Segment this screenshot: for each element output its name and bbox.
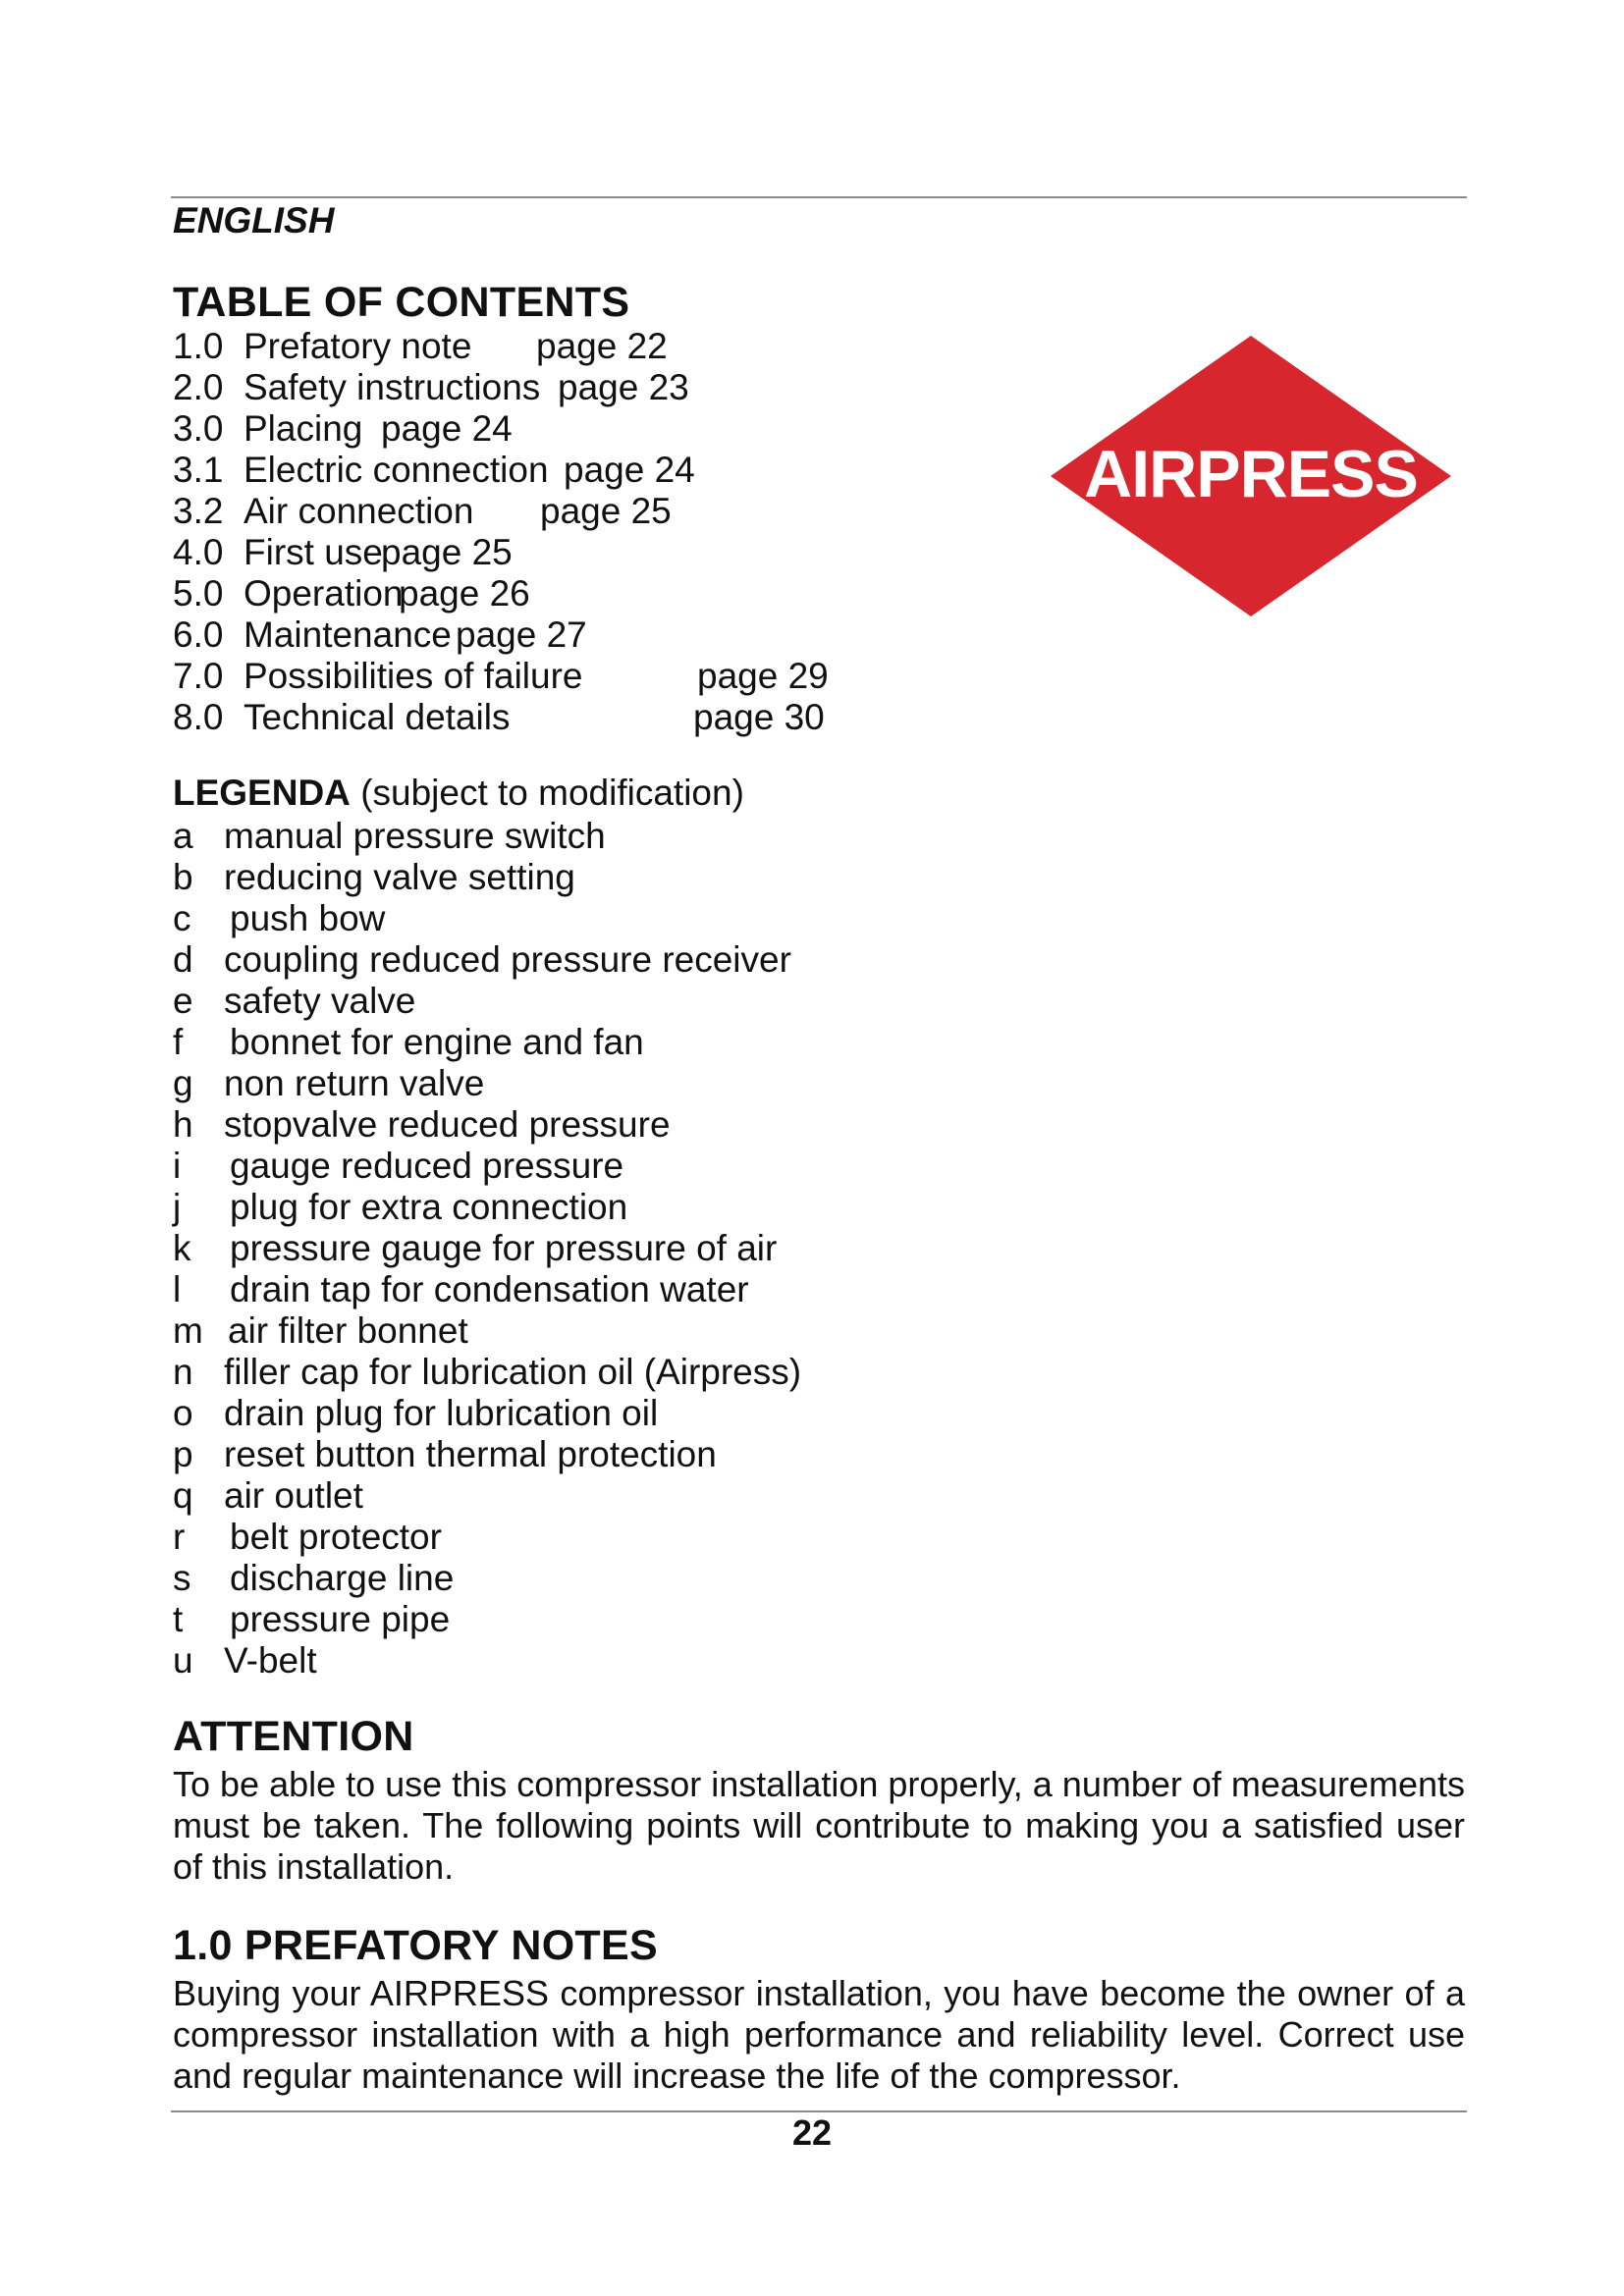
- toc-item-label: First use: [244, 532, 383, 572]
- toc-item[interactable]: [173, 367, 880, 408]
- legend-text: gauge reduced pressure: [230, 1146, 624, 1186]
- toc-item-number: 4.0: [173, 532, 224, 572]
- legend-title: LEGENDA: [173, 773, 351, 813]
- toc-item-page: page 29: [697, 656, 829, 696]
- legend-text: drain tap for condensation water: [230, 1269, 749, 1309]
- toc-item-label: Possibilities of failure: [244, 656, 583, 696]
- prefatory-paragraph: Buying your AIRPRESS compressor installation, you have become the owner of a compressor installation with a high performance and reliability level. Correct use and regular maintenance will increase the life of the compressor.: [173, 1973, 1465, 2096]
- toc-item-page: page 27: [456, 614, 587, 655]
- legend-letter: f: [173, 1022, 184, 1062]
- toc-item[interactable]: [173, 408, 880, 450]
- toc-item-number: 3.0: [173, 408, 224, 449]
- toc-item-page: page 22: [536, 326, 668, 366]
- toc-item-page: page 24: [564, 450, 695, 490]
- toc-item[interactable]: [173, 450, 880, 491]
- legend-text: reset button thermal protection: [224, 1434, 717, 1474]
- legend-letter: o: [173, 1393, 193, 1433]
- toc-item-page: page 25: [540, 491, 672, 531]
- legend-letter: e: [173, 981, 193, 1021]
- legend-letter: g: [173, 1063, 193, 1103]
- toc-item-number: 6.0: [173, 614, 224, 655]
- toc-item-label: Maintenance: [244, 614, 452, 655]
- toc-item-number: 2.0: [173, 367, 224, 407]
- airpress-logo: [1047, 334, 1455, 618]
- legend-letter: c: [173, 898, 191, 938]
- toc-item[interactable]: [173, 656, 880, 697]
- attention-paragraph: To be able to use this compressor installation properly, a number of measurements must be taken. The following points will contribute to making you a satisfied user of this installation.: [173, 1764, 1465, 1887]
- legend-letter: h: [173, 1104, 193, 1145]
- legend-letter: n: [173, 1352, 193, 1392]
- table-of-contents: [173, 326, 880, 738]
- legend-letter: j: [173, 1187, 182, 1227]
- legend-letter: s: [173, 1558, 191, 1598]
- toc-item-label: Technical details: [244, 697, 511, 737]
- legend-letter: q: [173, 1475, 193, 1516]
- attention-heading: ATTENTION: [173, 1713, 414, 1760]
- legend-letter: t: [173, 1599, 184, 1639]
- legend-letter: u: [173, 1640, 193, 1681]
- legend-text: filler cap for lubrication oil (Airpress): [224, 1352, 802, 1392]
- legend-letter: l: [173, 1269, 182, 1309]
- toc-item-label: Operation: [244, 573, 404, 614]
- toc-item[interactable]: [173, 573, 880, 614]
- legend-text: air outlet: [224, 1475, 363, 1516]
- toc-item-page: page 24: [381, 408, 513, 449]
- legend-letter: a: [173, 816, 193, 856]
- toc-item[interactable]: [173, 614, 880, 656]
- legend-text: pressure gauge for pressure of air: [230, 1228, 778, 1268]
- toc-item-number: 5.0: [173, 573, 224, 614]
- legend-text: pressure pipe: [230, 1599, 451, 1639]
- legend-letter: m: [173, 1310, 203, 1351]
- toc-item-number: 3.1: [173, 450, 224, 490]
- logo-wordmark: AIRPRESS: [1084, 437, 1418, 511]
- toc-item[interactable]: [173, 326, 880, 367]
- toc-item-number: 1.0: [173, 326, 224, 366]
- legend-text: push bow: [230, 898, 386, 938]
- toc-item-page: page 30: [693, 697, 825, 737]
- toc-item[interactable]: [173, 491, 880, 532]
- legend-letter: i: [173, 1146, 182, 1186]
- toc-item-number: 3.2: [173, 491, 224, 531]
- legend-letter: k: [173, 1228, 191, 1268]
- legend-text: coupling reduced pressure receiver: [224, 939, 791, 980]
- legend-letter: d: [173, 939, 193, 980]
- legend-text: reducing valve setting: [224, 857, 575, 897]
- legend-letter: p: [173, 1434, 193, 1474]
- toc-item-label: Safety instructions: [244, 367, 541, 407]
- prefatory-heading: 1.0 PREFATORY NOTES: [173, 1922, 658, 1969]
- toc-heading: TABLE OF CONTENTS: [173, 279, 630, 326]
- toc-item-label: Air connection: [244, 491, 474, 531]
- toc-item[interactable]: [173, 697, 880, 738]
- legend-text: bonnet for engine and fan: [230, 1022, 644, 1062]
- toc-item[interactable]: [173, 532, 880, 573]
- toc-item-page: page 23: [558, 367, 689, 407]
- legend-heading: [173, 773, 744, 814]
- legend-text: V-belt: [224, 1640, 317, 1681]
- header-rule: [171, 196, 1467, 198]
- legend-text: safety valve: [224, 981, 416, 1021]
- toc-item-label: Prefatory note: [244, 326, 472, 366]
- legend-text: non return valve: [224, 1063, 485, 1103]
- legend-text: discharge line: [230, 1558, 455, 1598]
- toc-item-label: Placing: [244, 408, 363, 449]
- legend-text: air filter bonnet: [228, 1310, 468, 1351]
- legend-text: stopvalve reduced pressure: [224, 1104, 671, 1145]
- toc-item-page: page 26: [399, 573, 530, 614]
- toc-item-label: Electric connection: [244, 450, 549, 490]
- toc-item-page: page 25: [381, 532, 513, 572]
- legend-text: belt protector: [230, 1517, 442, 1557]
- toc-item-number: 8.0: [173, 697, 224, 737]
- legend-text: manual pressure switch: [224, 816, 606, 856]
- legend-subtitle: (subject to modification): [360, 773, 744, 813]
- legend-letter: b: [173, 857, 193, 897]
- legend-text: plug for extra connection: [230, 1187, 628, 1227]
- legend-text: drain plug for lubrication oil: [224, 1393, 659, 1433]
- toc-item-number: 7.0: [173, 656, 224, 696]
- language-label: ENGLISH: [173, 200, 335, 240]
- page-number: 22: [791, 2112, 833, 2153]
- legend-letter: r: [173, 1517, 186, 1557]
